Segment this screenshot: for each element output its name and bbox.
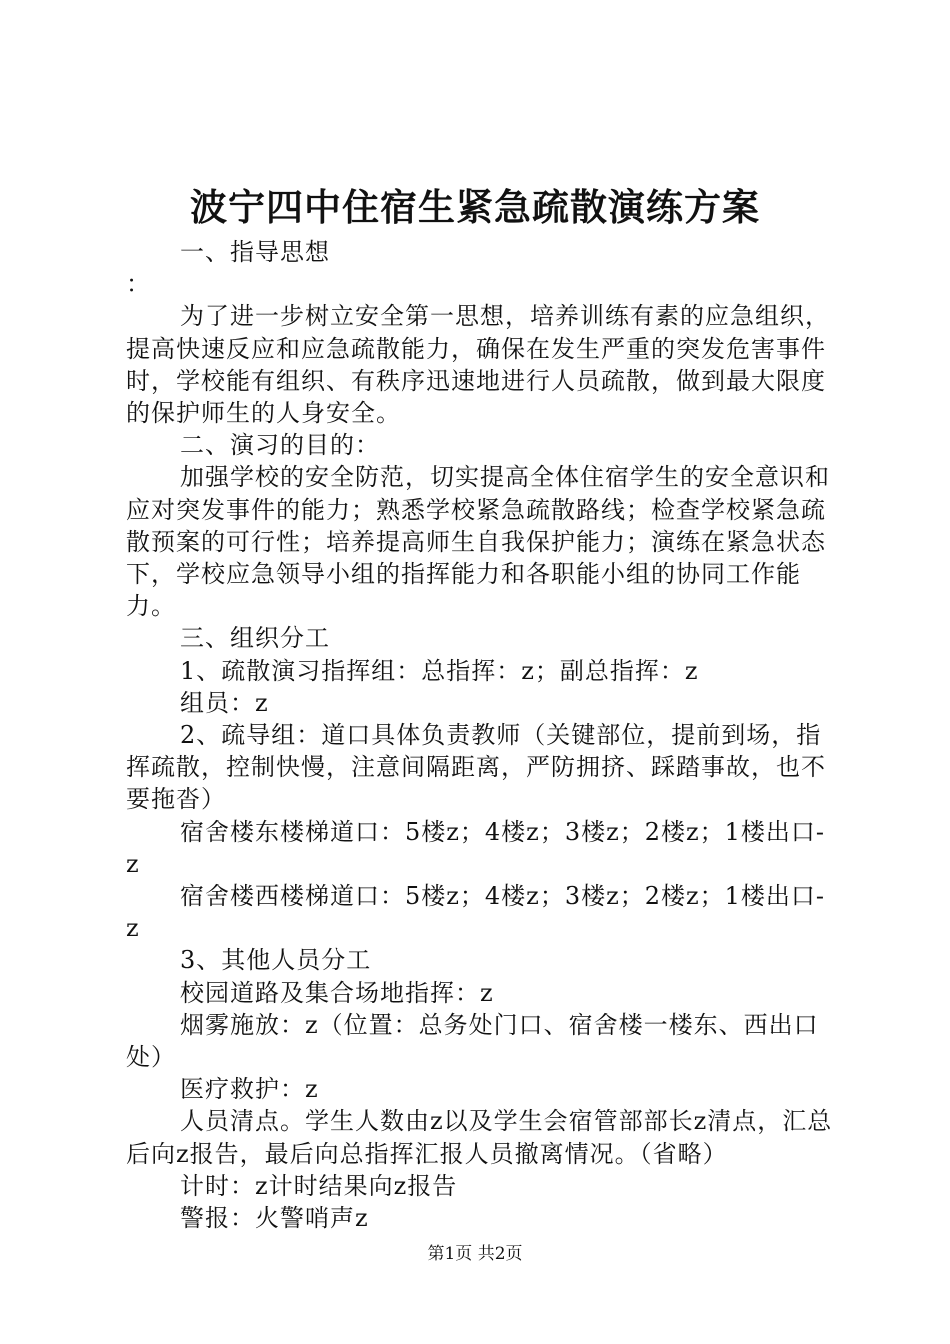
section-heading-drill-purpose: 二、演习的目的： [180,431,380,460]
item-east-stairway: 宿舍楼东楼梯道口：5楼z；4楼z；3楼z；2楼z；1楼出口-z [126,817,826,878]
item-headcount: 人员清点。学生人数由z以及学生会宿管部部长z清点，汇总后向z报告，最后向总指挥汇报人员撤离情况。（省略） [126,1107,833,1168]
section-heading-organization: 三、组织分工 [180,624,330,653]
item-alarm: 警报：火警哨声z [180,1204,369,1233]
section-heading-guiding-thought: 一、指导思想 [180,238,330,266]
page-footer: 第1页 共2页 [427,1244,523,1264]
paragraph-drill-purpose: 加强学校的安全防范，切实提高全体住宿学生的安全意识和应对突发事件的能力；熟悉学校紧急疏散路线；检查学校紧急疏散预案的可行性；培养提高师生自我保护能力；演练在紧急状态下，学校应急领导小组的指挥能力和各职能小组的协同工作能力。 [126,463,830,621]
paragraph-guiding-thought: 为了进一步树立安全第一思想，培养训练有素的应急组织，提高快速反应和应急疏散能力，确保在发生严重的突发危害事件时，学校能有组织、有秩序迅速地进行人员疏散，做到最大限度的保护师生的人身安全。 [126,302,830,428]
item-medical-rescue: 医疗救护：z [180,1075,319,1104]
stray-colon: ： [126,270,151,299]
document-body [126,236,834,1234]
item-campus-command: 校园道路及集合场地指挥：z [180,978,494,1007]
item-command-group: 1、疏散演习指挥组：总指挥：z；副总指挥：z [180,656,699,685]
item-command-members: 组员：z [180,688,269,717]
item-timing: 计时：z计时结果向z报告 [180,1171,458,1200]
item-guidance-group: 2、疏导组：道口具体负责教师（关键部位，提前到场，指挥疏散，控制快慢，注意间隔距离，严防拥挤、踩踏事故，也不要拖沓） [126,721,826,814]
item-smoke-release: 烟雾施放：z（位置：总务处门口、宿舍楼一楼东、西出口处） [126,1010,819,1072]
item-west-stairway: 宿舍楼西楼梯道口：5楼z；4楼z；3楼z；2楼z；1楼出口-z [126,882,826,943]
item-other-staff: 3、其他人员分工 [180,946,372,975]
document-title: 波宁四中住宿生紧急疏散演练方案 [190,185,760,229]
